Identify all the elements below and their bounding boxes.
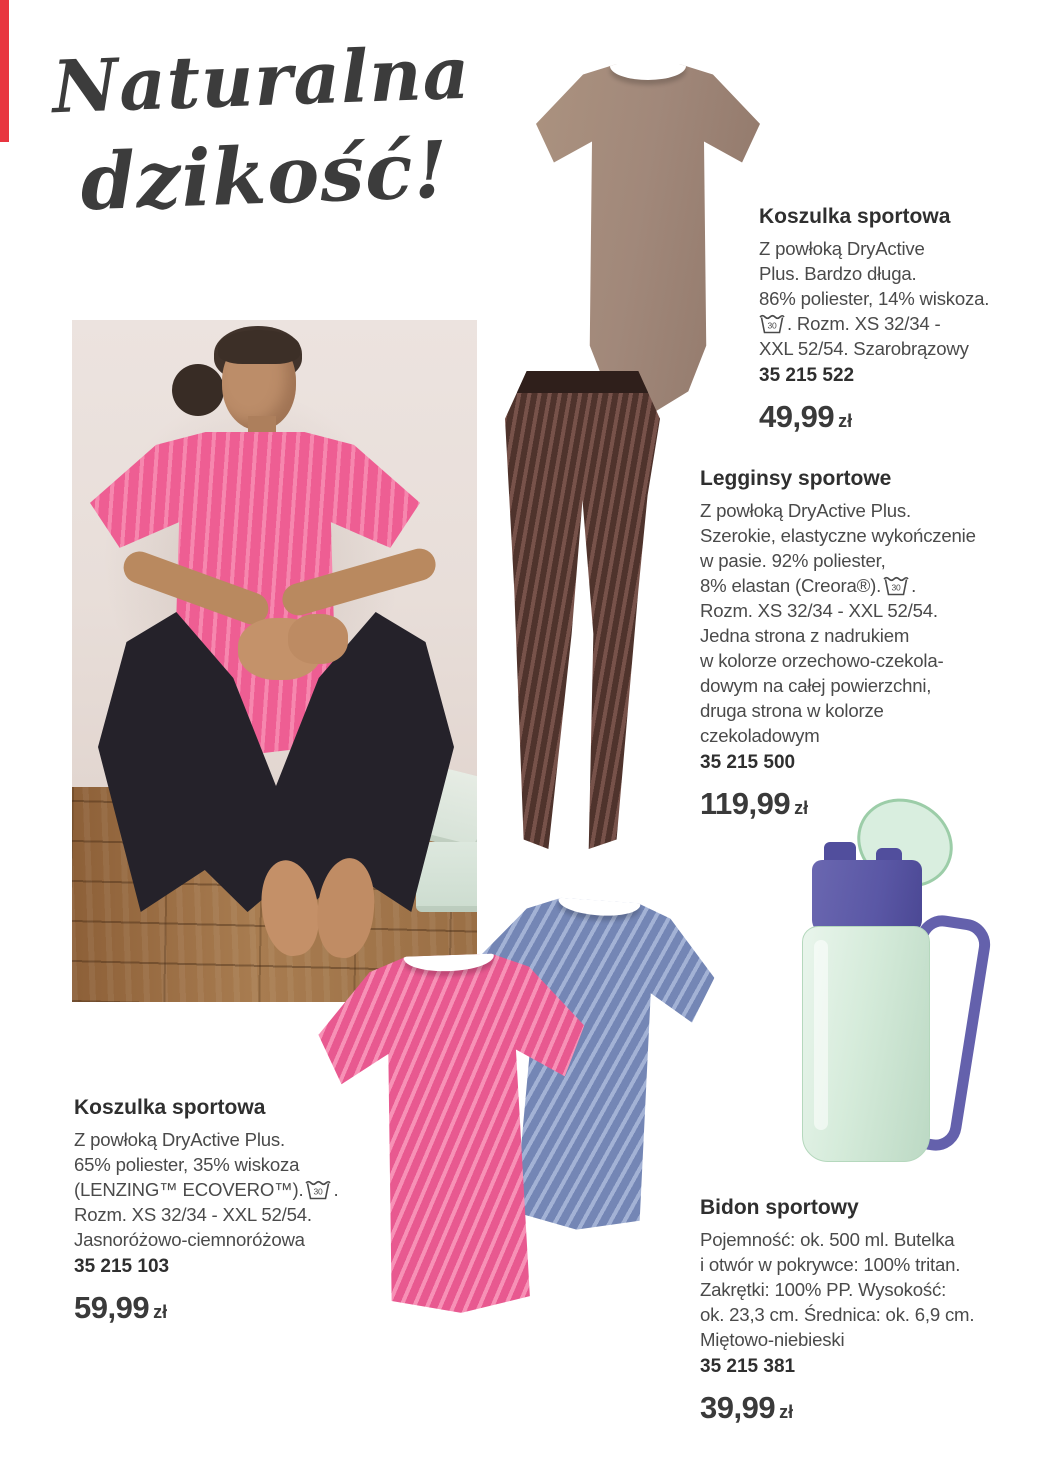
- description-line: Jedna strona z nadrukiem: [700, 625, 910, 646]
- model-hands: [288, 614, 348, 664]
- description-line: czekoladowym: [700, 725, 820, 746]
- lifestyle-photo: [72, 320, 477, 1002]
- headline-line-2: dzikość!: [79, 124, 451, 229]
- description-line: 65% poliester, 35% wiskoza: [74, 1154, 300, 1175]
- tshirt-collar: [610, 52, 686, 80]
- description-line: Z powłoką DryActive: [759, 238, 925, 259]
- description-line: XXL 52/54. Szarobrązowy: [759, 338, 969, 359]
- price-currency: zł: [153, 1302, 168, 1322]
- page-edge-red-tab: [0, 0, 9, 142]
- product-title: Koszulka sportowa: [74, 1096, 266, 1119]
- price-currency: zł: [779, 1402, 794, 1422]
- product-title: Koszulka sportowa: [759, 205, 951, 228]
- product-image-taupe-tshirt: [536, 64, 760, 416]
- description-line: Rozm. XS 32/34 - XXL 52/54.: [74, 1204, 312, 1225]
- description-line: ok. 23,3 cm. Średnica: ok. 6,9 cm.: [700, 1304, 975, 1325]
- leggings-waistband: [517, 371, 647, 393]
- description-line: Z powłoką DryActive Plus.: [700, 500, 911, 521]
- description-line: i otwór w pokrywce: 100% tritan.: [700, 1254, 961, 1275]
- description-line: Rozm. XS 32/34 - XXL 52/54.: [700, 600, 938, 621]
- product-info-leggings: [700, 466, 1000, 822]
- product-image-leggings: [505, 371, 660, 849]
- description-text: .: [333, 1179, 339, 1200]
- wash-30-icon: [759, 313, 785, 334]
- price: [700, 786, 1000, 822]
- article-number: 35 215 103: [74, 1256, 170, 1277]
- description-line: druga strona w kolorze: [700, 700, 884, 721]
- headline-line-1: Naturalna: [50, 29, 472, 130]
- wash-30-icon: [883, 575, 909, 596]
- article-number: 35 215 381: [700, 1356, 796, 1377]
- description-line: [74, 1177, 386, 1202]
- price: [74, 1290, 386, 1326]
- price-currency: zł: [838, 411, 853, 431]
- product-image-sport-bottle: [798, 800, 958, 1165]
- page-headline: [45, 29, 481, 229]
- model-hairline: [218, 330, 300, 364]
- tshirt-collar: [558, 886, 641, 918]
- price: [759, 399, 1019, 435]
- svg-text:30: 30: [767, 320, 777, 331]
- model-hair-bun: [172, 364, 224, 416]
- price: [700, 1390, 1030, 1426]
- description-line: Plus. Bardzo długa.: [759, 263, 917, 284]
- price-amount: 39,99: [700, 1390, 776, 1425]
- product-info-taupe-tshirt: [759, 204, 1019, 435]
- product-info-pink-tshirt: [74, 1095, 386, 1326]
- description-line: Miętowo-niebieski: [700, 1329, 845, 1350]
- article-number: 35 215 500: [700, 752, 796, 773]
- price-currency: zł: [794, 798, 809, 818]
- svg-text:30: 30: [313, 1186, 324, 1197]
- description-text: .: [911, 575, 917, 596]
- description-text: . Rozm. XS 32/34 -: [787, 313, 941, 334]
- description-line: [759, 311, 1019, 336]
- description-text: 8% elastan (Creora®).: [700, 575, 882, 596]
- description-line: [700, 573, 1000, 598]
- description-line: w kolorze orzechowo-czekola-: [700, 650, 944, 671]
- product-title: Legginsy sportowe: [700, 467, 892, 490]
- description-line: 86% poliester, 14% wiskoza.: [759, 288, 990, 309]
- description-line: Jasnoróżowo-ciemnoróżowa: [74, 1229, 305, 1250]
- description-text: (LENZING™ ECOVERO™).: [74, 1179, 304, 1200]
- price-amount: 119,99: [700, 786, 791, 821]
- description-line: Pojemność: ok. 500 ml. Butelka: [700, 1229, 955, 1250]
- price-amount: 49,99: [759, 399, 835, 434]
- price-amount: 59,99: [74, 1290, 150, 1325]
- svg-text:30: 30: [891, 582, 901, 593]
- bottle-cap: [812, 860, 922, 934]
- description-line: Z powłoką DryActive Plus.: [74, 1129, 285, 1150]
- description-line: Szerokie, elastyczne wykończenie: [700, 525, 976, 546]
- article-number: 35 215 522: [759, 365, 855, 386]
- wash-30-icon: [305, 1179, 331, 1200]
- description-line: w pasie. 92% poliester,: [700, 550, 886, 571]
- product-info-sport-bottle: [700, 1195, 1030, 1426]
- description-line: Zakrętki: 100% PP. Wysokość:: [700, 1279, 947, 1300]
- product-title: Bidon sportowy: [700, 1196, 859, 1219]
- bottle-highlight: [814, 940, 828, 1130]
- description-line: dowym na całej powierzchni,: [700, 675, 932, 696]
